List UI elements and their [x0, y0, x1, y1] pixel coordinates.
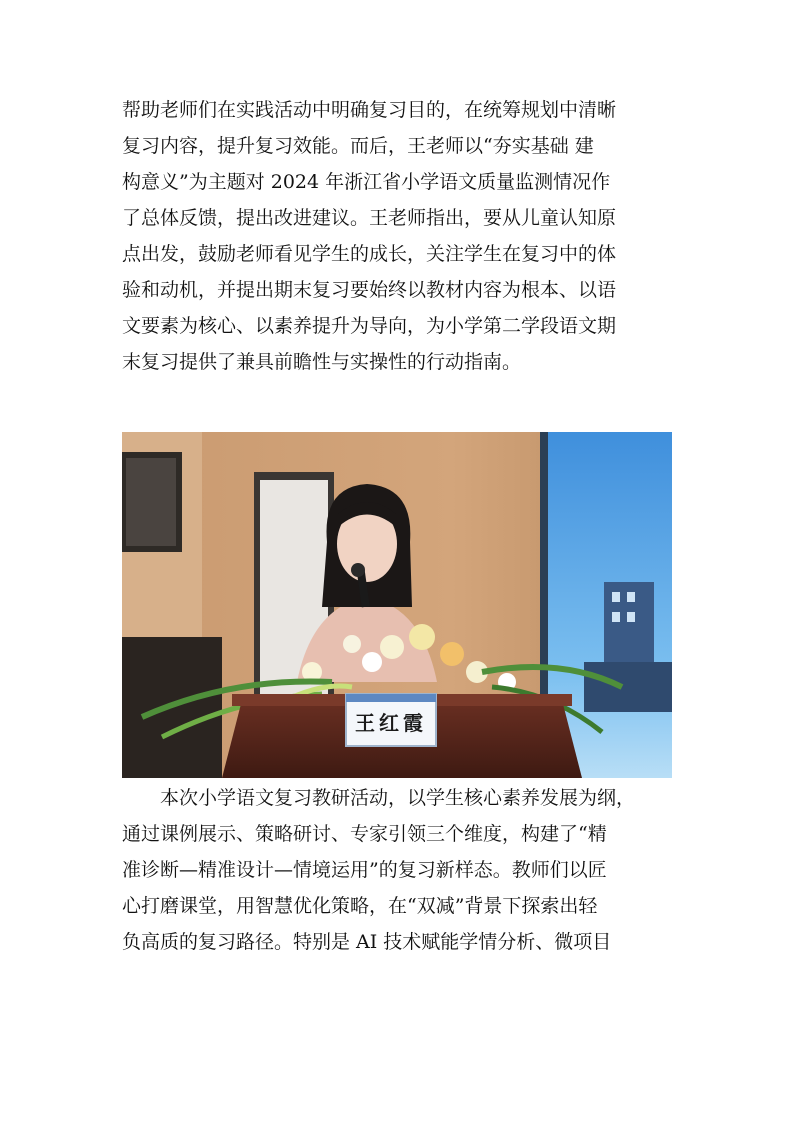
paragraph-bottom [122, 780, 682, 960]
nameplate-text: 王红霞 [355, 711, 427, 735]
text-line: 帮助老师们在实践活动中明确复习目的，在统筹规划中清晰 [122, 99, 617, 121]
text-line: 负高质的复习路径。特别是 AI 技术赋能学情分析、微项目 [122, 931, 612, 953]
text-line: 文要素为核心、以素养提升为导向，为小学第二学段语文期 [122, 315, 617, 337]
text-line: 本次小学语文复习教研活动，以学生核心素养发展为纲， [160, 787, 636, 809]
text-line: 构意义”为主题对 2024 年浙江省小学语文质量监测情况作 [122, 171, 611, 193]
photo-illustration [122, 432, 672, 778]
text-line: 点出发，鼓励老师看见学生的成长，关注学生在复习中的体 [122, 243, 617, 265]
text-line: 心打磨课堂，用智慧优化策略，在“双减”背景下探索出轻 [122, 895, 598, 917]
text-line: 末复习提供了兼具前瞻性与实操性的行动指南。 [122, 351, 522, 373]
text-line: 通过课例展示、策略研讨、专家引领三个维度，构建了“精 [122, 823, 607, 845]
text-line: 复习内容，提升复习效能。而后，王老师以“夯实基础 建 [122, 135, 594, 157]
paragraph-top [122, 92, 682, 380]
text-line: 验和动机，并提出期末复习要始终以教材内容为根本、以语 [122, 279, 617, 301]
speaker-photo [122, 432, 672, 778]
text-line: 准诊断—精准设计—情境运用”的复习新样态。教师们以匠 [122, 859, 607, 881]
text-line: 了总体反馈，提出改进建议。王老师指出，要从儿童认知原 [122, 207, 617, 229]
